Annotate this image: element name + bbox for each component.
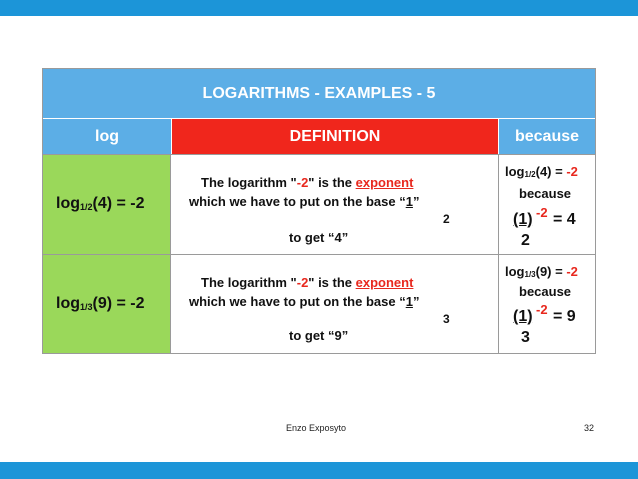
footer-page-number: 32 bbox=[584, 423, 595, 433]
header-because: because bbox=[499, 119, 595, 154]
row1-because-word: because bbox=[519, 186, 572, 201]
top-bar bbox=[0, 0, 638, 16]
row2-def-denominator: 3 bbox=[443, 312, 450, 326]
row2-log-expression: $\log_{1/3}(9) = -2$ bbox=[56, 295, 145, 312]
row2-because-fraction: (1) = 9 bbox=[513, 308, 576, 325]
row1-because-fraction: (1) = 4 bbox=[513, 211, 576, 228]
row2-log-cell bbox=[43, 254, 171, 353]
header-log: log bbox=[43, 119, 171, 154]
row1-log-cell bbox=[43, 154, 171, 254]
footer-author: Enzo Exposyto bbox=[286, 423, 347, 433]
row1-because-cell bbox=[499, 154, 595, 254]
row1-because-log: $\log_{1/2}(4) = -2$ bbox=[505, 164, 578, 179]
bottom-bar bbox=[0, 462, 638, 479]
row1-def-line1: The logarithm "-2" is the exponent bbox=[201, 175, 414, 190]
row2-because-cell bbox=[499, 254, 595, 353]
row1-definition-cell bbox=[171, 154, 499, 254]
row2-def-line2: which we have to put on the base “1” bbox=[189, 294, 420, 309]
row1-def-line3: to get “4” bbox=[289, 230, 349, 245]
header-definition: DEFINITION bbox=[171, 119, 499, 154]
row1-def-denominator: 2 bbox=[443, 212, 450, 226]
row2-because-word: because bbox=[519, 284, 572, 299]
examples-table bbox=[42, 68, 596, 354]
row1-log-expression: $\log_{1/2}(4) = -2$ bbox=[56, 195, 145, 212]
row2-def-line1: The logarithm "-2" is the exponent bbox=[201, 275, 414, 290]
row2-def-line3: to get “9” bbox=[289, 328, 349, 343]
table-title: LOGARITHMS - EXAMPLES - 5 bbox=[43, 69, 595, 119]
row2-because-log: $\log_{1/3}(9) = -2$ bbox=[505, 264, 578, 279]
row2-definition-cell bbox=[171, 254, 499, 353]
row1-def-line2: which we have to put on the base “1” bbox=[189, 194, 420, 209]
row1-because-exponent: -2 bbox=[536, 205, 548, 220]
row1-because-denominator: 2 bbox=[521, 232, 530, 249]
row2-because-denominator: 3 bbox=[521, 329, 530, 346]
row2-because-exponent: -2 bbox=[536, 302, 548, 317]
